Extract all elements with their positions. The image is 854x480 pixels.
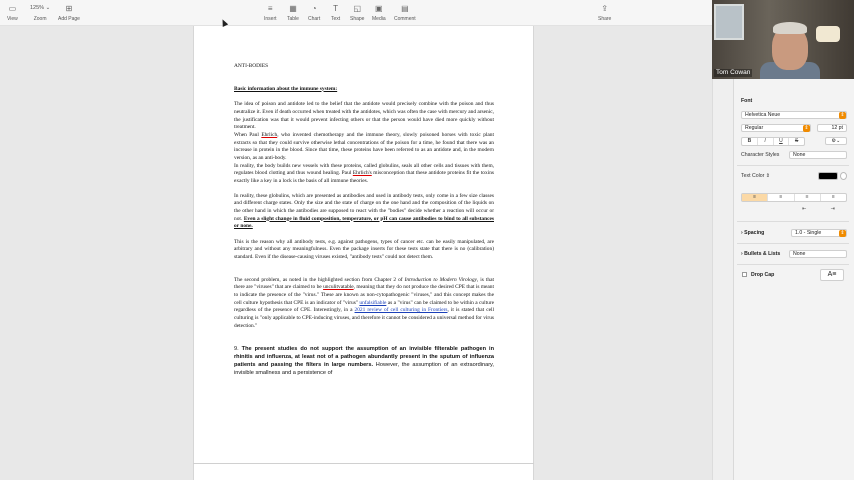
- paragraph-6: The second problem, as noted in the highlighted section from Chapter 2 of Introduction to Modern Virology, is that there are "viruses" that are claimed to be unculitvatable, meaning that they do not produce the desired CPE that is meant to indicate the presence of the "virus." These are known as non-cytopathogenic "viruses," and this concept makes the cell culture hypothesis that CPE is an indicator of "virus" unfalsifiable as a "virus" can be claimed to be within a culture regardless of the presence of CPE. Interestingly, in a 2021 review of cell culturing in Frontiers, it is stated that cell culturing is "only applicable to CPE-inducing viruses, and therefore it cannot be considered a universal method for virus detection.": [234, 276, 494, 329]
- divider: [737, 221, 849, 222]
- indent-buttons: [790, 206, 847, 215]
- gear-icon: ⚙⌄: [831, 138, 841, 144]
- text-color-label: Text Color ⇕: [741, 173, 771, 179]
- text-button[interactable]: T Text: [331, 4, 341, 22]
- frontiers-review-link[interactable]: 2021 review of cell culturing in Frontiers: [354, 307, 448, 314]
- media-icon: ▣: [375, 4, 383, 13]
- zoom-menu[interactable]: 125% ⌄ Zoom: [30, 5, 51, 22]
- paragraph-4: In reality, these globulins, which are presented as antibodies and used in antibody tests, only come in a few size classes and different charge states. Only the size and the state of charge on the one hand and the composition of the liquids on the other hand in which the antibodies are supposed to react with the "bodies" decide whether a reaction will occur or not. Even a slight change in fluid composition, temperature, or pH can cause antibodies to bind to all substances or none.: [234, 192, 494, 230]
- drop-cap-checkbox[interactable]: [742, 272, 747, 277]
- insert-icon: ≡: [267, 4, 273, 13]
- align-center-icon[interactable]: ≡: [768, 194, 794, 201]
- sidebar-icon: ▭: [8, 4, 17, 13]
- font-heading: Font: [741, 98, 753, 104]
- paragraph-3: In reality, the body builds new vessels with these proteins, called globulins, seals all other cells and tissues with them, regulates blood clotting and thus wound healing. Paul Ehrlich's misconception that these antidote proteins fit the toxins exactly like a key in a lock is the basis of all immune theories.: [234, 162, 494, 184]
- font-family-select[interactable]: Helvetica Neue: [741, 111, 847, 119]
- bullets-select[interactable]: None: [789, 250, 847, 258]
- color-wheel-icon[interactable]: [840, 172, 847, 180]
- chevron-updown-icon: ⇕: [840, 111, 845, 118]
- participant-name: Tom Cowan: [716, 69, 751, 76]
- media-button[interactable]: ▣ Media: [372, 4, 386, 22]
- font-size-field[interactable]: 12 pt: [817, 124, 847, 132]
- font-style-select[interactable]: Regular: [741, 124, 811, 132]
- italic-button[interactable]: I: [758, 138, 774, 145]
- unfalsifiable-link[interactable]: unfalsifiable: [359, 299, 387, 306]
- add-page-button[interactable]: ⊞ Add Page: [58, 4, 80, 22]
- document-page-2[interactable]: [193, 464, 534, 480]
- table-icon: ▦: [289, 4, 297, 13]
- comment-icon: ▤: [401, 4, 409, 13]
- character-styles-label: Character Styles: [741, 152, 780, 158]
- bullets-label: › Bullets & Lists: [741, 251, 781, 257]
- bold-button[interactable]: B: [742, 138, 758, 145]
- paragraph-7: 9. The present studies do not support the assumption of an invisible filterable pathogen in rhinitis and influenza, at least not of a pathogen abundantly present in the sputum of influenza patients and passing the filters in large numbers. However, the assumption of an extraordinary, invisible smallness and a persistence of: [234, 346, 494, 377]
- divider: [737, 165, 849, 166]
- divider: [737, 243, 849, 244]
- share-button[interactable]: ⇪ Share: [598, 4, 612, 22]
- text-icon: T: [333, 4, 339, 13]
- document-title: ANTI-BODIES: [234, 63, 269, 69]
- view-button[interactable]: ▭ View: [7, 4, 18, 22]
- spacing-select[interactable]: 1.0 - Single: [791, 229, 847, 237]
- strikethrough-button[interactable]: S: [794, 138, 799, 144]
- comment-button[interactable]: ▤ Comment: [394, 4, 416, 22]
- text-color-swatch[interactable]: [818, 172, 838, 180]
- decrease-indent-icon[interactable]: ⇤: [802, 206, 807, 212]
- underline-button[interactable]: U: [774, 138, 790, 145]
- alignment-buttons: [741, 193, 847, 202]
- table-button[interactable]: ▦ Table: [287, 4, 299, 22]
- spacing-label: › Spacing: [741, 230, 765, 236]
- chart-button[interactable]: ◔ Chart: [308, 4, 321, 22]
- insert-button[interactable]: ≡ Insert: [264, 4, 277, 22]
- lamp-background: [816, 26, 840, 42]
- document-page[interactable]: [193, 26, 534, 470]
- paragraph-2: When Paul Ehrlich, who invented chemotherapy and the immune theory, slowly poisoned horses with toxic plant extracts so that they could survive otherwise lethal concentrations of the poison for a time, he found that there was an increase in protein in the blood. Since that time, these proteins have been referred to as an antidote and, in the modern version, as an anti-body.: [234, 131, 494, 161]
- text-options-gear[interactable]: [825, 137, 847, 145]
- chevron-updown-icon: ⇕: [840, 229, 845, 236]
- divider: [737, 264, 849, 265]
- chevron-updown-icon: ⇕: [804, 124, 809, 131]
- share-icon: ⇪: [601, 4, 609, 13]
- video-call-overlay: [712, 0, 854, 79]
- align-right-icon[interactable]: ≡: [795, 194, 821, 201]
- drop-cap-icon: A≡: [827, 271, 837, 278]
- shape-icon: ◱: [353, 4, 362, 13]
- section-heading: Basic information about the immune system:: [234, 85, 338, 92]
- paragraph-5: This is the reason why all antibody tests, e.g. against pathogens, types of cancer etc. can be easily manipulated, are arbitrary and without any meaningfulness. Even the package inserts for these tests state that there is no (calibration) standard. Even if the disease-causing viruses existed, "antibody tests" could not detect them.: [234, 238, 494, 261]
- character-styles-select[interactable]: None: [789, 151, 847, 159]
- plus-page-icon: ⊞: [65, 4, 73, 13]
- text-style-buttons: [741, 137, 805, 146]
- paragraph-1: The idea of poison and antidote led to the belief that the antidote would precisely combine with the poison and thus neutralize it. Even if death occurred when treated with the antidotes, which was often the case with mercury and arsenic, the justification was that it would prevent infecting others or that the person would have died more quickly without treatment.: [234, 101, 494, 131]
- document-body[interactable]: [234, 63, 494, 377]
- zoom-value: 125% ⌄: [30, 5, 51, 11]
- drop-cap-label: Drop Cap: [751, 272, 775, 278]
- drop-cap-style-select[interactable]: [820, 269, 844, 281]
- toolbar: [0, 0, 712, 26]
- chart-icon: ◔: [311, 4, 317, 13]
- align-justify-icon[interactable]: ≡: [831, 194, 835, 200]
- increase-indent-icon[interactable]: ⇥: [830, 206, 835, 212]
- align-left-icon[interactable]: ≡: [742, 194, 768, 201]
- shape-button[interactable]: ◱ Shape: [350, 4, 365, 22]
- window-background: [714, 4, 744, 40]
